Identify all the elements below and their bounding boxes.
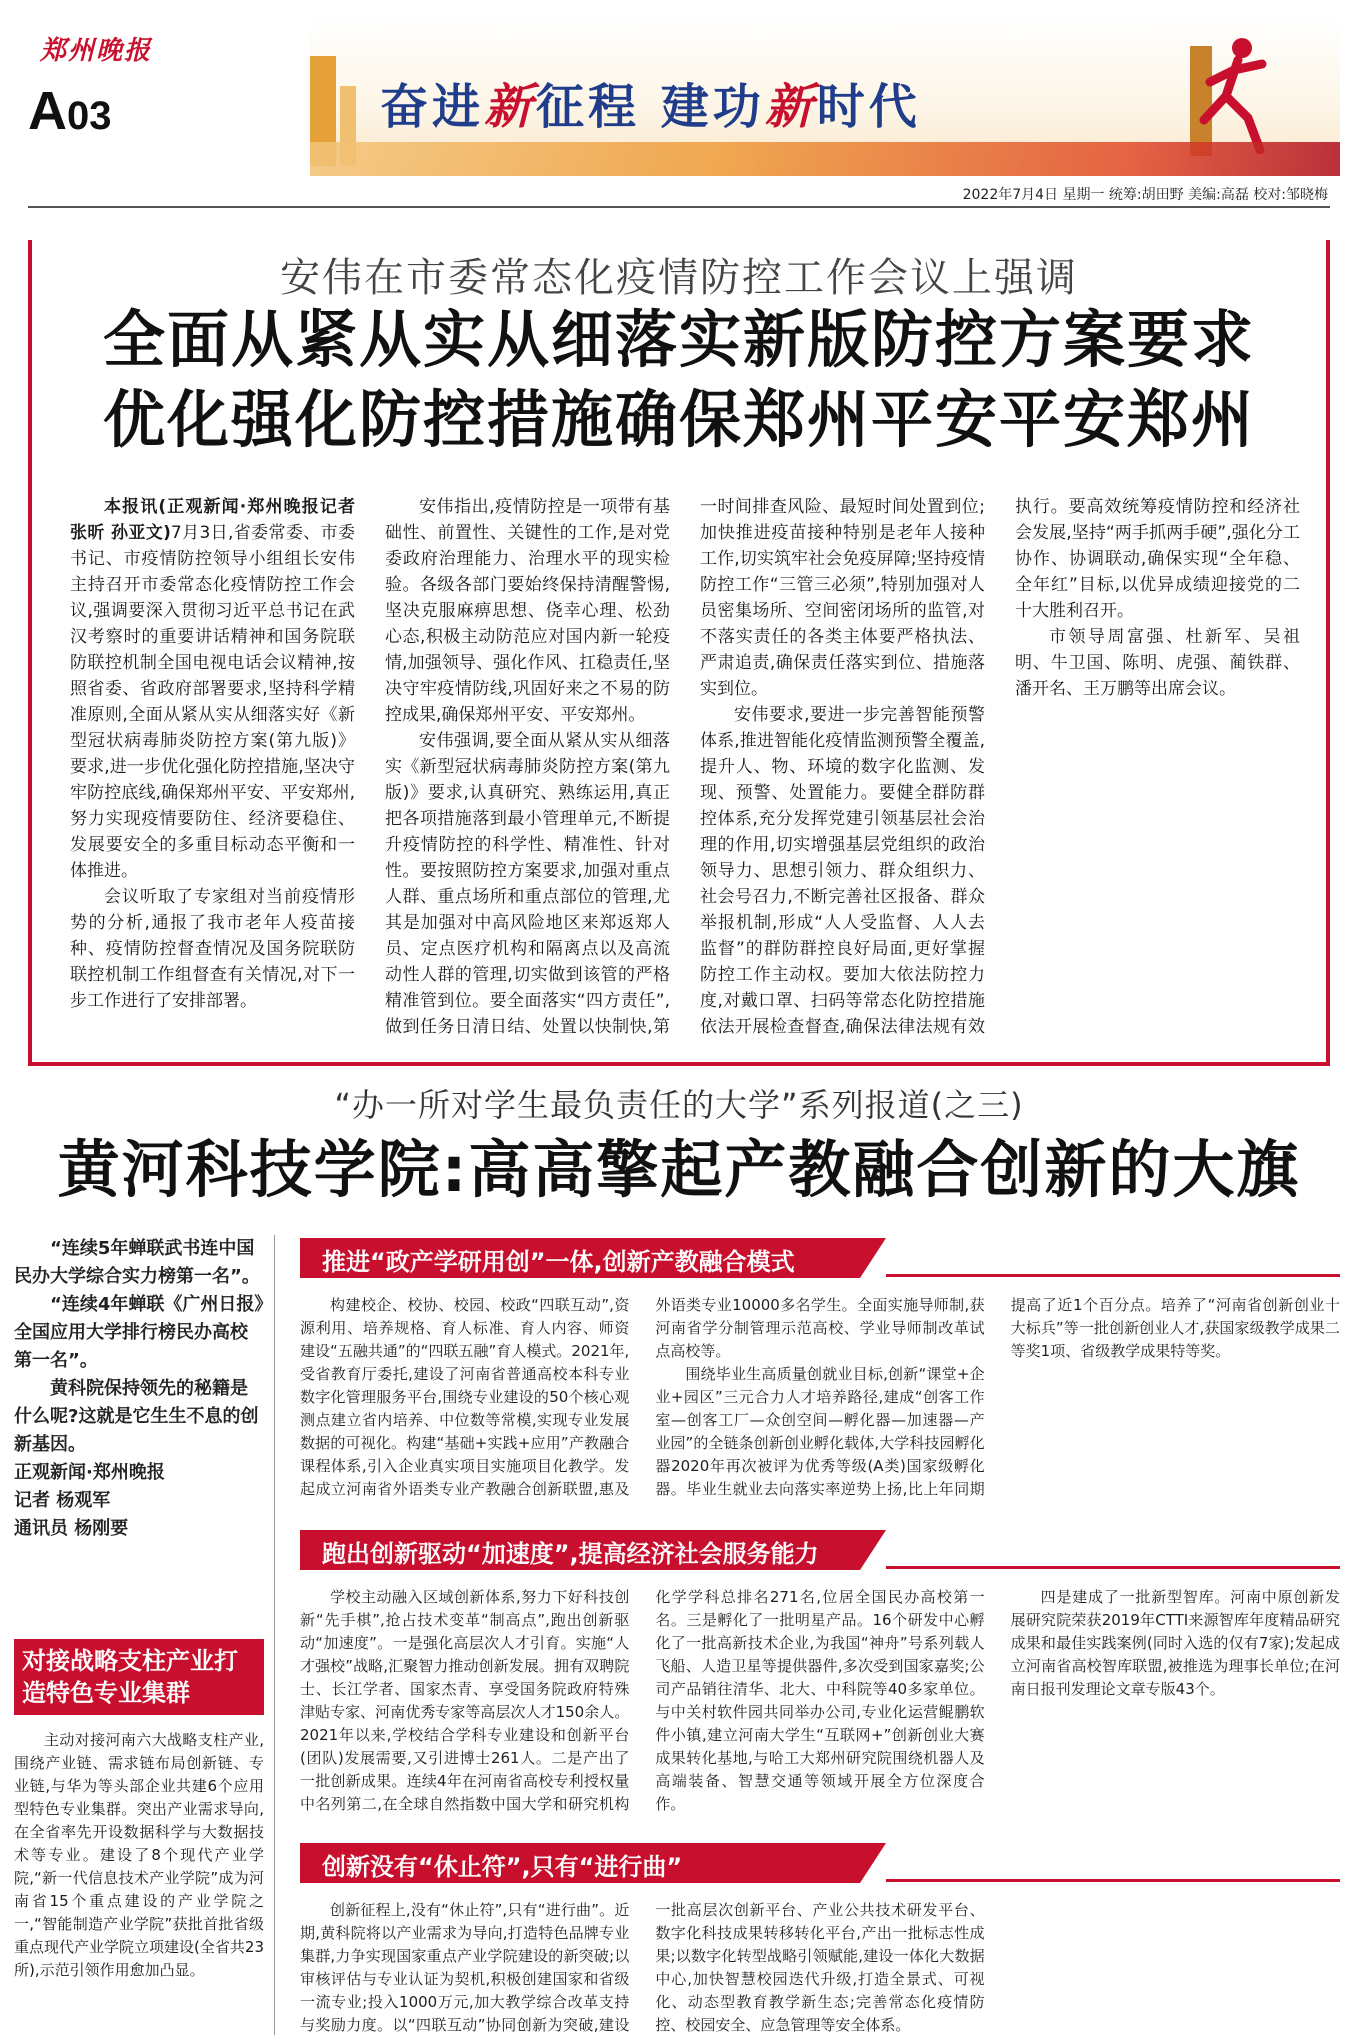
slogan-part: 征程 建功 <box>536 79 765 135</box>
intro-credit: 记者 杨观军 <box>14 1490 111 1511</box>
section-paragraph: 围绕毕业生高质量创就业目标,创新“课堂+企业+园区”三元合力人才培养路径,建成“创客工作室—创客工厂—众创空间—孵化器—加速器—产业园”的全链条创新创业孵化载体,大学科技园孵化器2020年再次被评为优秀等级(A类)国家级孵化器。毕业生就业去向落实率逆势上扬,比上年同期提高了近1个百分点。培养了“河南省创新创业十大标兵”等一批创新创业人才,获国家级教学成果二等奖1项、省级教学成果特等奖。 <box>655 1296 1340 1498</box>
section-heading <box>300 1843 1340 1885</box>
article2-headline: 黄河科技学院:高高擎起产教融合创新的大旗 <box>57 1133 1301 1206</box>
newspaper-logo: 郑州晚报 <box>40 36 153 66</box>
sidebar-paragraph: 主动对接河南六大战略支柱产业,围绕产业链、需求链布局创新链、专业链,与华为等头部企业共建6个应用型特色专业集群。突出产业需求导向,在全省率先开设数据科学与大数据技术等专业。建设了8个现代产业学院,“新一代信息技术产业学院”成为河南省15个重点建设的产业学院之一,“智能制造产业学院”获批首批省级重点现代产业学院立项建设(全省共23所),示范引领作用愈加凸显。 <box>14 1731 264 1979</box>
section-paragraph: 构建校企、校协、校园、校政“四联互动”,资源利用、培养规格、育人标准、育人内容、师资建设“五融共通”的“四联五融”育人模式。2021年,受省教育厅委托,建设了河南省普通高校本科专业数字化管理服务平台,围绕专业建设的50个核心观测点建立省内培养、中位数等常模,实现专业发展数据的可视化。构建“基础+实践+应用”产教融合课程体系,引入企业真实项目实施项目化教学。发起成立河南省外语类专业产教融合创新联盟,惠及外语类专业10000多名学生。全面实施导师制,获河南省学分制管理示范高校、学业导师制改革试点高校等。 <box>300 1296 985 1498</box>
masthead <box>0 0 1358 203</box>
sidebar-section-heading: 对接战略支柱产业打造特色专业集群 <box>14 1639 264 1715</box>
article1-kicker: 安伟在市委常态化疫情防控工作会议上强调 <box>32 246 1326 303</box>
article1-body <box>70 494 1300 1054</box>
section-body <box>300 1899 1340 2041</box>
banner-stripe <box>310 142 1340 176</box>
slogan-part: 奋进 <box>380 79 485 135</box>
article1-paragraph: 会议听取了专家组对当前疫情形势的分析,通报了我市老年人疫苗接种、疫情防控督查情况及国务院联防联控机制工作组督查有关情况,对下一步工作进行了安排部署。 <box>70 887 355 1011</box>
column-divider <box>274 1235 275 2035</box>
section-title: 跑出创新驱动“加速度”,提高经济社会服务能力 <box>322 1540 819 1568</box>
sidebar-section-body <box>14 1729 264 1982</box>
intro-paragraph: “连续4年蝉联《广州日报》全国应用大学排行榜民办高校第一名”。 <box>14 1294 264 1371</box>
section-title: 创新没有“休止符”,只有“进行曲” <box>322 1853 683 1881</box>
intro-paragraph: “连续5年蝉联武书连中国民办大学综合实力榜第一名”。 <box>14 1238 260 1287</box>
section-heading <box>300 1530 1340 1572</box>
dateline: 2022年7月4日 星期一 统筹:胡田野 美编:高磊 校对:邹晓梅 <box>962 187 1328 203</box>
page-letter: A <box>28 81 67 141</box>
section-heading <box>300 1238 1340 1280</box>
slogan-part: 新 <box>764 79 817 135</box>
section-paragraph: 四是建成了一批新型智库。河南中原创新发展研究院荣获2019年CTTI来源智库年度精品研究成果和最佳实践案例(同时入选的仅有7家);发起成立河南省高校智库联盟,被推选为理事长单位;在河南日报刊发理论文章专版43个。 <box>1010 1588 1340 1698</box>
box-gap <box>28 236 1330 240</box>
article2-kicker: “办一所对学生最负责任的大学”系列报道(之三) <box>334 1086 1024 1124</box>
runner-icon <box>1190 34 1280 154</box>
article2-section-3 <box>300 1843 1340 2041</box>
section-title: 推进“政产学研用创”一体,创新产教融合模式 <box>322 1248 795 1276</box>
banner-slogan <box>380 68 921 137</box>
article2-intro <box>14 1235 264 1543</box>
article1-headline-line2: 优化强化防控措施确保郑州平安平安郑州 <box>102 383 1255 456</box>
slogan-part: 新 <box>484 79 537 135</box>
article1-paragraph: 市领导周富强、杜新军、吴祖明、牛卫国、陈明、虎强、蔺铁群、潘开名、王万鹏等出席会议。 <box>1015 627 1300 699</box>
section-heading-rule <box>886 1879 1340 1882</box>
masthead-banner <box>310 16 1340 176</box>
intro-credit: 通讯员 杨刚要 <box>14 1518 129 1539</box>
article-box-covid <box>28 236 1330 1066</box>
article2-section-1 <box>300 1238 1340 1519</box>
article1-paragraph: 安伟强调,要全面从紧从实从细落实《新型冠状病毒肺炎防控方案(第九版)》要求,认真研究、熟练运用,真正把各项措施落到最小管理单元,不断提升疫情防控的科学性、精准性、针对性。要按照防控方案要求,加强对重点人群、重点场所和重点部位的管理,尤其是加强对中高风险地区来郑返郑人员、定点医疗机构和隔离点以及高流动性人群的管理,切实做到该管的严格精准管到位。要全面落实“四方责任”,做到任务日清日结、处置以快制快,第一时间排查风险、最短时间处置到位;加快推进疫苗接种特别是老年人接种工作,切实筑牢社会免疫屏障;坚持疫情防控工作“三管三必须”,特别加强对人员密集场所、空间密闭场所的监管,对不落实责任的各类主体要严格执法、严肃追责,确保责任落实到位、措施落实到位。 <box>385 497 985 1037</box>
slogan-part: 时代 <box>816 79 921 135</box>
intro-paragraph: 黄科院保持领先的秘籍是什么呢?这就是它生生不息的创新基因。 <box>14 1378 259 1455</box>
article1-text: 7月3日,省委常委、市委书记、市疫情防控领导小组组长安伟主持召开市委常态化疫情防控工作会议,强调要深入贯彻习近平总书记在武汉考察时的重要讲话精神和国务院联防联控机制全国电视电话会议精神,按照省委、省政府部署要求,坚持科学精准原则,全面从紧从实从细落实好《新型冠状病毒肺炎防控方案(第九版)》要求,进一步优化强化防控措施,坚决守牢防控底线,确保郑州平安、平安郑州,努力实现疫情要防住、经济要稳住、发展要安全的多重目标动态平衡和一体推进。 <box>70 523 355 881</box>
section-heading-rule <box>886 1274 1340 1277</box>
section-heading-rule <box>886 1566 1340 1569</box>
article2-sidebar <box>14 1235 264 2035</box>
article1-byline: 本报讯(正观新闻·郑州晚报记者 张昕 孙亚文) <box>70 497 355 543</box>
section-body <box>300 1294 1340 1519</box>
section-paragraph: 学校主动融入区域创新体系,努力下好科技创新“先手棋”,抢占技术变革“制高点”,跑出创新驱动“加速度”。一是强化高层次人才引育。实施“人才强校”战略,汇聚智力推动创新发展。拥有双聘院士、长江学者、国家杰青、享受国务院政府特殊津贴专家、河南优秀专家等高层次人才150余人。2021年以来,学校结合学科专业建设和创新平台(团队)发展需要,又引进博士261人。二是产出了一批创新成果。连续4年在河南省高校专利授权量中名列第二,在全球自然指数中国大学和研究机构化学学科总排名271名,位居全国民办高校第一名。三是孵化了一批明星产品。16个研发中心孵化了一批高新技术企业,为我国“神舟”号系列载人飞船、人造卫星等提供器件,多次受到国家嘉奖;公司产品销往清华、北大、中科院等40多家单位。与中关村软件园共同举办公司,专业化运营鲲鹏软件小镇,建立河南大学生“互联网+”创新创业大赛成果转化基地,与哈工大郑州研究院围绕机器人及高端装备、智慧交通等领域开展全方位深度合作。 <box>300 1588 985 1813</box>
page-number <box>28 81 112 141</box>
header-rule <box>28 206 1330 208</box>
intro-credit: 正观新闻·郑州晚报 <box>14 1462 165 1483</box>
article2-section-2 <box>300 1530 1340 1816</box>
article1-paragraph: 安伟指出,疫情防控是一项带有基础性、前置性、关键性的工作,是对党委政府治理能力、治理水平的现实检验。各级各部门要始终保持清醒警惕,坚决克服麻痹思想、侥幸心理、松劲心态,积极主动防范应对国内新一轮疫情,加强领导、强化作风、扛稳责任,坚决守牢疫情防线,巩固好来之不易的防控成果,确保郑州平安、平安郑州。 <box>385 497 670 725</box>
article1-paragraph: 安伟要求,要进一步完善智能预警体系,推进智能化疫情监测预警全覆盖,提升人、物、环境的数字化监测、发现、预警、处置能力。要健全群防群控体系,充分发挥党建引领基层社会治理的作用,切实增强基层党组织的政治领导力、思想引领力、群众组织力、社会号召力,不断完善社区报备、群众举报机制,形成“人人受监督、人人去监督”的群防群控良好局面,更好掌握防控工作主动权。要加大依法防控力度,对戴口罩、扫码等常态化防控措施依法开展检查督查,确保法律法规有效执行。要高效统筹疫情防控和经济社会发展,坚持“两手抓两手硬”,强化分工协作、协调联动,确保实现“全年稳、全年红”目标,以优异成绩迎接党的二十大胜利召开。 <box>700 497 1300 1037</box>
page-digits: 03 <box>67 94 112 138</box>
section-body <box>300 1586 1340 1816</box>
article1-headline-line1: 全面从紧从实从细落实新版防控方案要求 <box>102 303 1255 376</box>
section-paragraph: 创新征程上,没有“休止符”,只有“进行曲”。近期,黄科院将以产业需求为导向,打造特色品牌专业集群,力争实现国家重点产业学院建设的新突破;以审核评估与专业认证为契机,积极创建国家和省级一流专业;投入1000万元,加大教学综合改革支持与奖励力度。以“四联互动”协同创新为突破,建设一批高层次创新平台、产业公共技术研发平台、数字化科技成果转移转化平台,产出一批标志性成果;以数字化转型战略引领赋能,建设一体化大数据中心,加快智慧校园迭代升级,打造全景式、可视化、动态型教育教学新生态;完善常态化疫情防控、校园安全、应急管理等安全体系。 <box>300 1901 985 2034</box>
article1-paragraph <box>70 494 355 884</box>
